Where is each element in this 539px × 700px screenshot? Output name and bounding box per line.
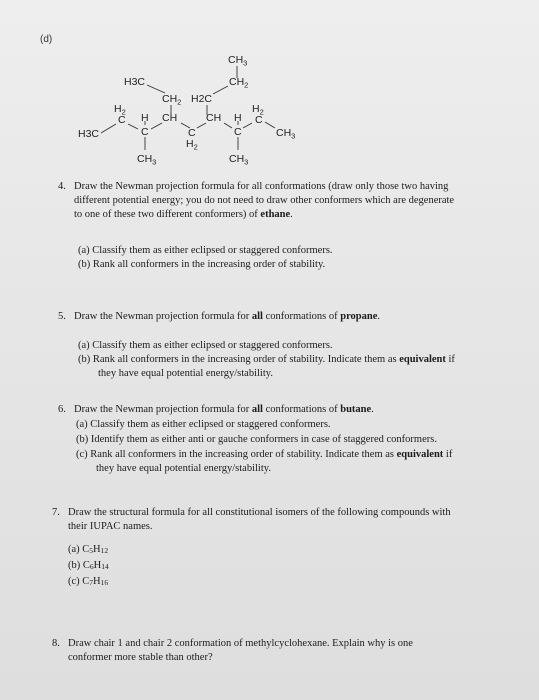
atom-h3c-left: H3C <box>78 128 100 140</box>
question-8-line-1: Draw chair 1 and chair 2 conformation of methylcyclohexane. Explain why is one <box>68 638 413 649</box>
butane-bold: butane <box>340 404 372 415</box>
question-7-part-a: (a) C5H12 <box>68 544 109 555</box>
question-7-line-2: their IUPAC names. <box>68 521 153 532</box>
propane-bold: propane <box>340 311 378 322</box>
molecule-structure <box>0 0 539 180</box>
atom-c-mid: C <box>188 127 196 139</box>
atom-c-right2: C <box>234 126 242 138</box>
question-5-number: 5. <box>58 311 66 322</box>
question-4 <box>58 180 528 222</box>
question-7-number: 7. <box>52 507 60 518</box>
question-5-text: Draw the Newman projection formula for all conformations of propane. <box>74 311 381 322</box>
question-6 <box>58 403 528 417</box>
question-4-part-a: (a) Classify them as either eclipsed or staggered conformers. <box>78 245 333 256</box>
question-7-line-1: Draw the structural formula for all constitutional isomers of the following compounds with <box>68 507 451 518</box>
atom-ch-left: CH <box>162 112 178 124</box>
question-8 <box>52 637 530 665</box>
atom-ch3-bottom-right: $CH_3$ <box>229 153 249 167</box>
atom-ch3-bottom-left: $CH_3$ <box>137 153 157 167</box>
question-6-part-b: (b) Identify them as either anti or gauche conformers in case of staggered conformers. <box>76 434 437 445</box>
question-5-part-a: (a) Classify them as either eclipsed or staggered conformers. <box>78 340 333 351</box>
atom-ch3-top: $CH_3$ <box>228 54 248 68</box>
question-8-number: 8. <box>52 638 60 649</box>
atom-ch3-right: $CH_3$ <box>276 127 296 141</box>
question-7-part-c: (c) C7H16 <box>68 576 109 587</box>
question-4-part-b: (b) Rank all conformers in the increasing order of stability. <box>78 259 326 270</box>
atom-c-right: C <box>255 114 263 126</box>
atom-c-left2: C <box>141 126 149 138</box>
atom-ch2-a: $CH_2$ <box>162 93 182 107</box>
question-8-line-2: conformer more stable than other? <box>68 652 213 663</box>
atom-c-left: C <box>118 114 126 126</box>
atom-h-right: H <box>234 112 242 124</box>
atom-h2-left: $H_2$ <box>114 103 126 117</box>
atom-h-left: H <box>141 112 149 124</box>
question-5 <box>58 310 528 324</box>
question-6-text: Draw the Newman projection formula for all conformations of butane. <box>74 404 374 415</box>
question-4-line-3: to one of these two different conformers) of ethane. <box>74 209 293 220</box>
atom-h2-right: $H_2$ <box>252 103 264 117</box>
question-6-number: 6. <box>58 404 66 415</box>
atom-ch-right: CH <box>206 112 222 124</box>
question-5-part-b: (b) Rank all conformers in the increasing order of stability. Indicate them as equivalent if they have equal potential energy/stability. <box>78 354 455 379</box>
question-7 <box>52 506 530 534</box>
question-6-part-c: (c) Rank all conformers in the increasing order of stability. Indicate them as equivalent if they have equal potential energy/stability. <box>76 449 453 474</box>
atom-h2c-b: H2C <box>191 93 213 105</box>
question-6-part-a: (a) Classify them as either eclipsed or staggered conformers. <box>76 419 331 430</box>
question-4-line-2: different potential energy; you do not need to draw other conformers which are degenerate <box>74 195 455 206</box>
ethane-bold: ethane <box>260 209 291 220</box>
atom-h2-mid: $H_2$ <box>186 138 198 152</box>
question-7-part-b: (b) C6H14 <box>68 560 109 571</box>
part-label: (d) <box>40 34 53 45</box>
atom-h3c-upper: H3C <box>124 76 146 88</box>
question-4-line-1: Draw the Newman projection formula for all conformations (draw only those two having <box>74 181 449 192</box>
question-4-number: 4. <box>58 181 66 192</box>
atom-ch2-upper: $CH_2$ <box>229 76 249 90</box>
